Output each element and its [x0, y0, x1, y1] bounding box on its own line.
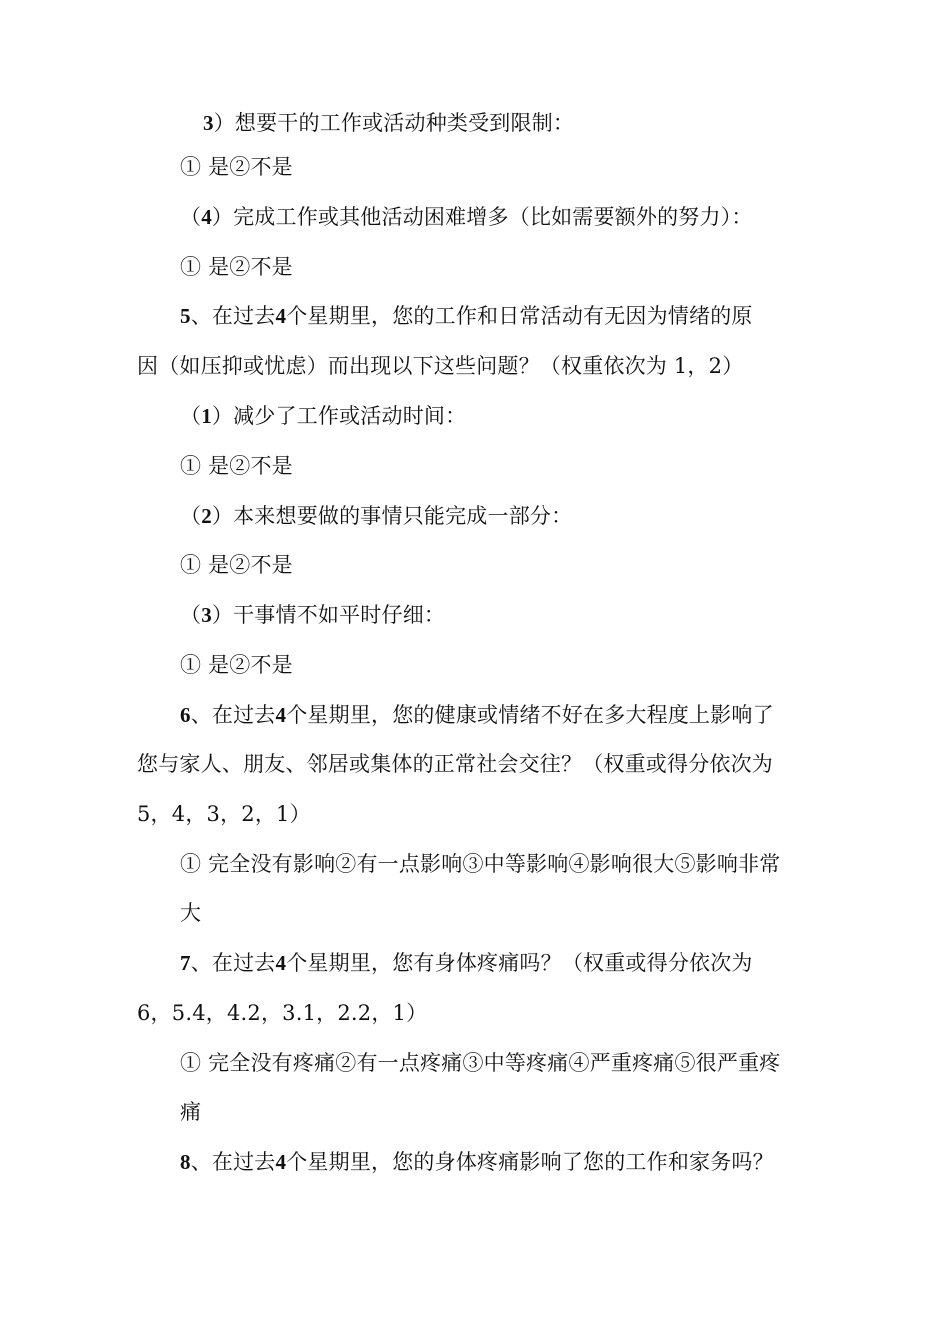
question-text: 、在过去 — [190, 1150, 276, 1174]
question-5-line-1 — [180, 301, 820, 331]
question-text: 、在过去 — [190, 703, 276, 727]
question-number: 6 — [180, 703, 191, 727]
question-5-2 — [180, 501, 820, 531]
item-number: 1 — [201, 404, 212, 428]
question-4-4 — [180, 202, 820, 232]
weeks-number: 4 — [275, 1150, 287, 1174]
question-6-line-2: 您与家人、朋友、邻居或集体的正常社会交往？（权重或得分依次为 — [137, 752, 773, 776]
item-number: 3 — [203, 111, 214, 135]
question-number: 8 — [180, 1150, 191, 1174]
weeks-number: 4 — [275, 951, 287, 975]
item-number: 3 — [201, 603, 212, 627]
item-number: 2 — [201, 504, 212, 528]
item-text: ）减少了工作或活动时间： — [211, 404, 467, 428]
question-7-line-2: 6，5.4，4.2，3.1，2.2，1） — [137, 1001, 428, 1025]
question-6-line-1 — [180, 700, 820, 730]
question-4-4-options: ① 是②不是 — [180, 255, 293, 279]
question-6-line-3: 5，4，3，2，1） — [137, 802, 311, 826]
question-5-line-2: 因（如压抑或忧虑）而出现以下这些问题？（权重依次为 1，2） — [137, 354, 744, 378]
paren-open: （ — [180, 603, 202, 627]
question-6-options-line-2: 大 — [180, 901, 202, 925]
item-text: ）本来想要做的事情只能完成一部分： — [211, 504, 573, 528]
question-text: 个星期里，您的工作和日常活动有无因为情绪的原 — [286, 304, 753, 328]
item-text: ）干事情不如平时仔细： — [211, 603, 446, 627]
question-5-2-options: ① 是②不是 — [180, 553, 293, 577]
question-text: 、在过去 — [190, 951, 276, 975]
question-text: 个星期里，您的身体疼痛影响了您的工作和家务吗？ — [286, 1150, 774, 1174]
question-8-line-1 — [180, 1147, 820, 1177]
question-7-line-1 — [180, 948, 820, 978]
item-text: ）完成工作或其他活动困难增多（比如需要额外的努力）： — [211, 205, 753, 229]
question-text: 、在过去 — [190, 304, 276, 328]
weeks-number: 4 — [275, 304, 287, 328]
item-text: ）想要干的工作或活动种类受到限制： — [213, 111, 575, 135]
question-text: 个星期里，您的健康或情绪不好在多大程度上影响了 — [286, 703, 774, 727]
paren-open: （ — [180, 504, 202, 528]
question-5-3 — [180, 600, 820, 630]
question-number: 7 — [180, 951, 191, 975]
question-5-1-options: ① 是②不是 — [180, 454, 293, 478]
question-4-3 — [203, 108, 883, 138]
item-number: 4 — [201, 205, 212, 229]
paren-open: （ — [180, 205, 202, 229]
weeks-number: 4 — [275, 703, 287, 727]
question-5-3-options: ① 是②不是 — [180, 653, 293, 677]
question-4-3-options: ① 是②不是 — [180, 155, 293, 179]
question-5-1 — [180, 401, 820, 431]
paren-open: （ — [180, 404, 202, 428]
question-6-options-line-1: ① 完全没有影响②有一点影响③中等影响④影响很大⑤影响非常 — [180, 852, 781, 876]
question-7-options-line-2: 痛 — [180, 1100, 202, 1124]
question-number: 5 — [180, 304, 191, 328]
question-text: 个星期里，您有身体疼痛吗？（权重或得分依次为 — [286, 951, 753, 975]
question-7-options-line-1: ① 完全没有疼痛②有一点疼痛③中等疼痛④严重疼痛⑤很严重疼 — [180, 1051, 781, 1075]
